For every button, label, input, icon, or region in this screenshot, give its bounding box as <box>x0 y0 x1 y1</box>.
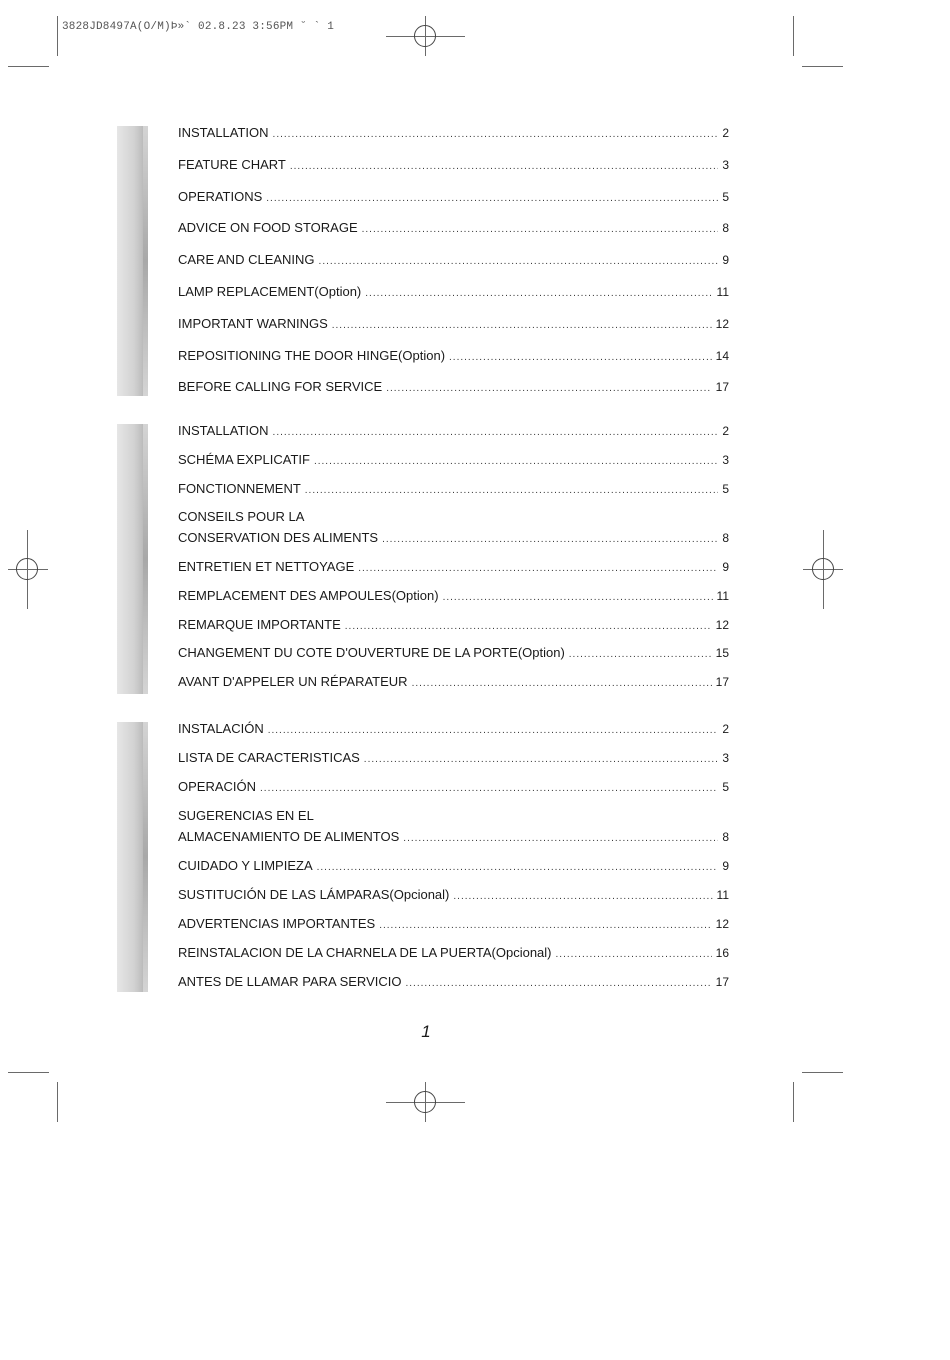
toc-entry-page: 5 <box>722 780 729 794</box>
toc-entry-title: INSTALLATION <box>178 423 269 438</box>
toc-entry-page: 17 <box>715 975 729 989</box>
toc-entry-page: 12 <box>715 317 729 331</box>
toc-entry-page: 11 <box>716 589 729 603</box>
toc-entry[interactable] <box>178 220 729 238</box>
dot-leader <box>449 350 712 366</box>
toc-entry-title: LISTA DE CARACTERISTICAS <box>178 750 360 765</box>
registration-circle <box>812 558 834 580</box>
toc-entry-title: ADVERTENCIAS IMPORTANTES <box>178 916 376 931</box>
toc-entry-page: 11 <box>716 285 729 299</box>
crop-mark <box>793 1082 794 1122</box>
toc-entry-title: ENTRETIEN ET NETTOYAGE <box>178 559 355 574</box>
toc-entry[interactable] <box>178 779 729 797</box>
toc-entry[interactable] <box>178 588 729 606</box>
section-tab-spanish <box>117 722 148 992</box>
page-number: 1 <box>421 1022 431 1041</box>
crop-mark <box>802 1072 843 1073</box>
toc-entry[interactable] <box>178 252 729 270</box>
registration-circle <box>414 1091 436 1113</box>
section-tab-french <box>117 424 148 694</box>
toc-entry[interactable] <box>178 674 729 692</box>
toc-entry[interactable] <box>178 379 729 397</box>
print-slug: 3828JD8497A(O/M)Þ»` 02.8.23 3:56PM ˘ ` 1 <box>62 21 335 33</box>
toc-entry-title: INSTALLATION <box>178 125 269 140</box>
dot-leader <box>260 781 718 797</box>
dot-leader <box>319 254 719 270</box>
crop-mark <box>57 16 58 56</box>
toc-entry-page: 17 <box>715 675 729 689</box>
toc-entry[interactable] <box>178 530 729 548</box>
toc-entry[interactable] <box>178 284 729 302</box>
toc-entry[interactable] <box>178 423 729 441</box>
toc-entry-title: FEATURE CHART <box>178 157 286 172</box>
dot-leader <box>317 860 719 876</box>
toc-entry[interactable] <box>178 617 729 635</box>
toc-entry-page: 2 <box>722 722 729 736</box>
dot-leader <box>453 889 712 905</box>
dot-leader <box>273 127 719 143</box>
toc-entry[interactable] <box>178 916 729 934</box>
registration-circle <box>16 558 38 580</box>
toc-entry[interactable] <box>178 645 729 663</box>
toc-entry-page: 12 <box>715 618 729 632</box>
dot-leader <box>405 976 711 992</box>
toc-entry-page: 9 <box>722 859 729 873</box>
toc-entry-first-line: SUGERENCIAS EN EL <box>178 808 314 823</box>
toc-entry-page: 5 <box>722 482 729 496</box>
toc-entry-title: CARE AND CLEANING <box>178 252 315 267</box>
toc-entry-title: ADVICE ON FOOD STORAGE <box>178 220 358 235</box>
dot-leader <box>443 590 713 606</box>
toc-entry-title: OPERATIONS <box>178 189 263 204</box>
toc-entry-title: LAMP REPLACEMENT(Option) <box>178 284 362 299</box>
toc-entry-title: REMARQUE IMPORTANTE <box>178 617 341 632</box>
crop-mark <box>802 66 843 67</box>
crop-mark <box>8 66 49 67</box>
toc-entry-title: OPERACIÓN <box>178 779 257 794</box>
toc-entry-page: 9 <box>722 253 729 267</box>
toc-entry[interactable] <box>178 887 729 905</box>
toc-entry[interactable] <box>178 189 729 207</box>
toc-entry-title: FONCTIONNEMENT <box>178 481 301 496</box>
dot-leader <box>365 286 712 302</box>
crop-mark <box>57 1082 58 1122</box>
dot-leader <box>345 619 712 635</box>
dot-leader <box>268 723 719 739</box>
dot-leader <box>290 159 718 175</box>
toc-entry-title: REMPLACEMENT DES AMPOULES(Option) <box>178 588 439 603</box>
toc-entry-page: 2 <box>722 126 729 140</box>
toc-entry[interactable] <box>178 125 729 143</box>
registration-circle <box>414 25 436 47</box>
toc-entry-page: 8 <box>722 531 729 545</box>
dot-leader <box>569 647 712 663</box>
toc-entry-page: 14 <box>715 349 729 363</box>
toc-entry-page: 8 <box>722 221 729 235</box>
toc-entry-page: 17 <box>715 380 729 394</box>
toc-entry[interactable] <box>178 559 729 577</box>
toc-entry[interactable] <box>178 829 729 847</box>
toc-entry-title: AVANT D'APPELER UN RÉPARATEUR <box>178 674 408 689</box>
dot-leader <box>314 454 718 470</box>
toc-entry-title: CUIDADO Y LIMPIEZA <box>178 858 313 873</box>
dot-leader <box>386 381 711 397</box>
toc-entry[interactable] <box>178 721 729 739</box>
toc-entry-page: 3 <box>722 751 729 765</box>
toc-entry-title: ANTES DE LLAMAR PARA SERVICIO <box>178 974 402 989</box>
crop-mark <box>793 16 794 56</box>
toc-entry-title: SUSTITUCIÓN DE LAS LÁMPARAS(Opcional) <box>178 887 450 902</box>
dot-leader <box>379 918 711 934</box>
toc-entry-title: CONSERVATION DES ALIMENTS <box>178 530 379 545</box>
dot-leader <box>332 318 712 334</box>
toc-entry-page: 11 <box>716 888 729 902</box>
crop-mark <box>8 1072 49 1073</box>
dot-leader <box>364 752 719 768</box>
dot-leader <box>266 191 718 207</box>
toc-entry-title: CHANGEMENT DU COTE D'OUVERTURE DE LA PORTE(Option) <box>178 645 565 660</box>
dot-leader <box>412 676 712 692</box>
toc-entry-page: 9 <box>722 560 729 574</box>
toc-entry-title: ALMACENAMIENTO DE ALIMENTOS <box>178 829 400 844</box>
section-tab-english <box>117 126 148 396</box>
toc-entry[interactable] <box>178 974 729 992</box>
toc-entry-page: 8 <box>722 830 729 844</box>
dot-leader <box>403 831 718 847</box>
toc-entry-page: 3 <box>722 453 729 467</box>
toc-entry[interactable] <box>178 157 729 175</box>
toc-entry-page: 15 <box>715 646 729 660</box>
toc-entry-title: REINSTALACION DE LA CHARNELA DE LA PUERTA(Opcional) <box>178 945 552 960</box>
dot-leader <box>305 483 719 499</box>
toc-entry-page: 12 <box>715 917 729 931</box>
toc-entry-title: REPOSITIONING THE DOOR HINGE(Option) <box>178 348 446 363</box>
toc-entry-page: 3 <box>722 158 729 172</box>
toc-entry[interactable] <box>178 348 729 366</box>
toc-entry-title: IMPORTANT WARNINGS <box>178 316 328 331</box>
dot-leader <box>556 947 712 963</box>
toc-entry-title: SCHÉMA EXPLICATIF <box>178 452 310 467</box>
toc-entry[interactable] <box>178 750 729 768</box>
toc-entry[interactable] <box>178 452 729 470</box>
toc-entry-title: BEFORE CALLING FOR SERVICE <box>178 379 383 394</box>
toc-entry-page: 5 <box>722 190 729 204</box>
toc-entry-page: 16 <box>715 946 729 960</box>
toc-entry[interactable] <box>178 858 729 876</box>
dot-leader <box>362 222 719 238</box>
toc-entry-page: 2 <box>722 424 729 438</box>
toc-entry-title: INSTALACIÓN <box>178 721 264 736</box>
toc-entry[interactable] <box>178 481 729 499</box>
toc-entry-first-line: CONSEILS POUR LA <box>178 509 305 524</box>
dot-leader <box>382 532 718 548</box>
toc-entry[interactable] <box>178 945 729 963</box>
dot-leader <box>358 561 718 577</box>
toc-entry[interactable] <box>178 316 729 334</box>
dot-leader <box>273 425 719 441</box>
